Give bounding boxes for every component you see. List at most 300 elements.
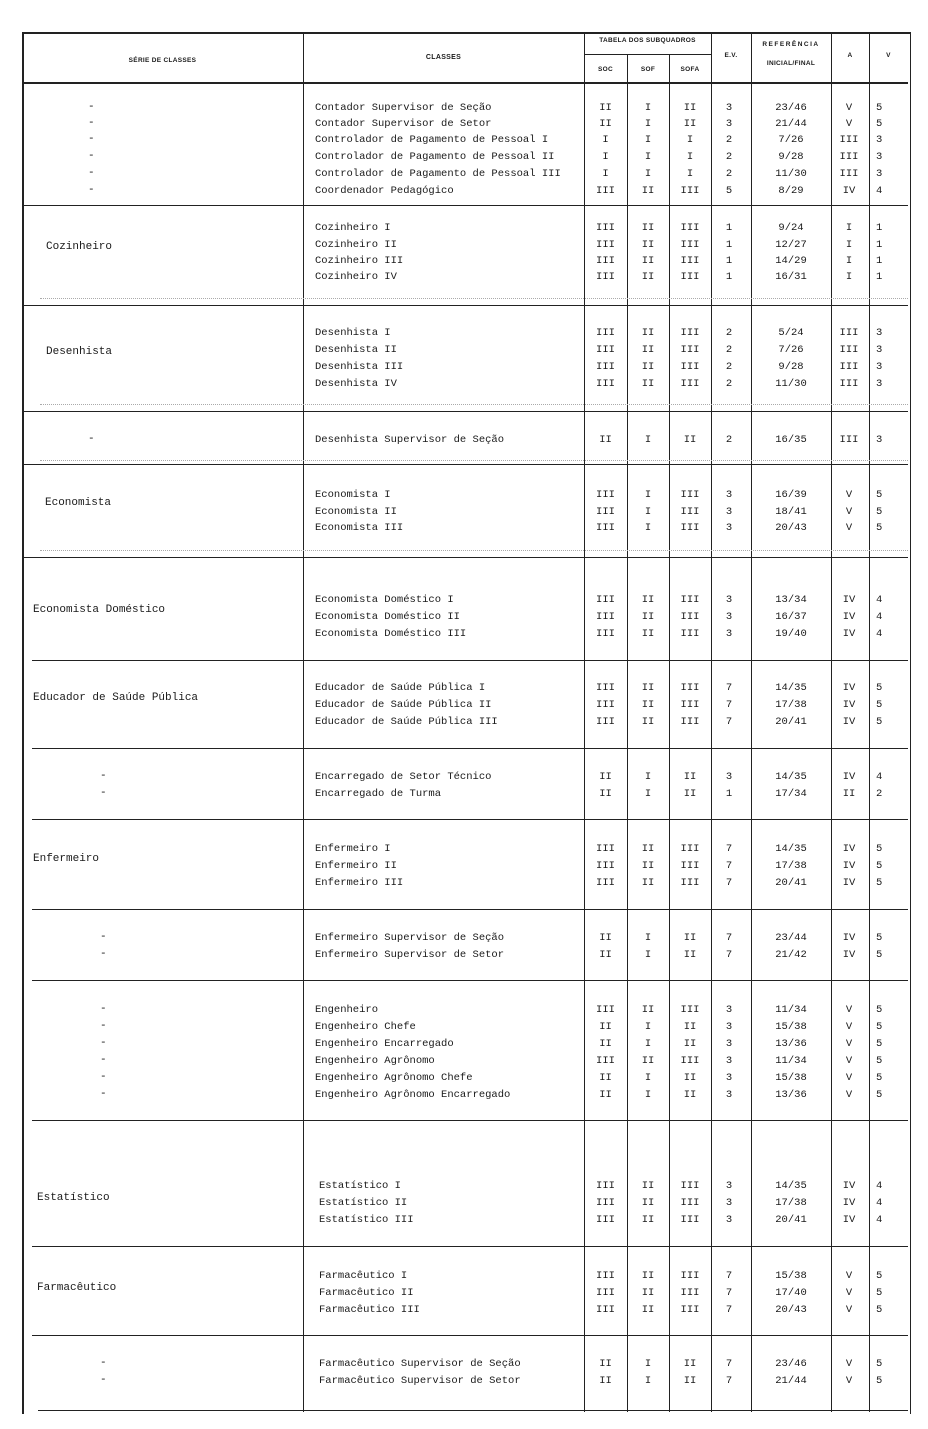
- group-divider: [32, 980, 908, 981]
- class-name: Engenheiro Agrônomo Chefe: [315, 1072, 473, 1084]
- serie-label: Estatístico: [37, 1192, 110, 1204]
- class-name: Enfermeiro I: [315, 843, 391, 855]
- cell-a: V: [845, 1038, 853, 1050]
- cell-a: IV: [842, 682, 856, 694]
- cell-ev: 3: [725, 1072, 733, 1084]
- cell-a: IV: [842, 949, 856, 961]
- cell-ev: 3: [725, 611, 733, 623]
- header-v: V: [886, 52, 891, 59]
- class-name: Desenhista III: [315, 361, 404, 373]
- cell-a: III: [839, 134, 859, 146]
- cell-ev: 7: [725, 949, 733, 961]
- class-name: Coordenador Pedagógico: [315, 185, 454, 197]
- cell-v: 5: [876, 1304, 883, 1316]
- cell-sof: I: [644, 434, 652, 446]
- row-dash: -: [88, 167, 95, 179]
- cell-sofa: III: [680, 1214, 700, 1226]
- cell-v: 4: [876, 771, 883, 783]
- class-name: Engenheiro Chefe: [315, 1021, 416, 1033]
- cell-ref: 23/44: [775, 932, 807, 944]
- cell-v: 4: [876, 1180, 883, 1192]
- cell-v: 3: [876, 434, 883, 446]
- cell-ref: 13/34: [775, 594, 807, 606]
- cell-sof: I: [644, 1021, 652, 1033]
- row-dash: -: [88, 133, 95, 145]
- cell-v: 3: [876, 327, 883, 339]
- cell-soc: II: [599, 1358, 612, 1370]
- class-name: Economista Doméstico III: [315, 628, 467, 640]
- header-bottom-rule: [22, 82, 908, 84]
- cell-sofa: I: [686, 134, 694, 146]
- cell-sofa: III: [680, 255, 700, 267]
- cell-soc: III: [596, 1287, 615, 1299]
- class-name: Cozinheiro IV: [315, 271, 397, 283]
- class-name: Estatístico II: [319, 1197, 408, 1209]
- cell-ref: 7/26: [778, 134, 804, 146]
- cell-ev: 1: [725, 239, 733, 251]
- header-subrule: [584, 54, 711, 55]
- cell-ev: 3: [725, 1038, 733, 1050]
- cell-soc: II: [599, 102, 612, 114]
- cell-sof: I: [644, 118, 652, 130]
- cell-sofa: III: [680, 1270, 700, 1282]
- cell-ev: 2: [725, 134, 733, 146]
- cell-a: IV: [842, 699, 856, 711]
- cell-v: 5: [876, 860, 883, 872]
- class-name: Enfermeiro Supervisor de Seção: [315, 932, 505, 944]
- group-divider: [32, 909, 908, 910]
- cell-a: III: [839, 151, 859, 163]
- cell-v: 5: [876, 102, 883, 114]
- cell-soc: III: [596, 522, 615, 534]
- cell-ref: 7/26: [778, 344, 804, 356]
- cell-soc: III: [596, 255, 615, 267]
- cell-a: IV: [842, 877, 856, 889]
- class-name: Encarregado de Turma: [315, 788, 442, 800]
- cell-v: 5: [876, 949, 883, 961]
- row-dash: -: [88, 433, 95, 445]
- row-dash: -: [100, 1088, 107, 1100]
- cell-sof: II: [641, 378, 655, 390]
- cell-ev: 7: [725, 1304, 733, 1316]
- cell-v: 5: [876, 699, 883, 711]
- cell-ref: 21/44: [775, 1375, 807, 1387]
- row-dash: -: [100, 1003, 107, 1015]
- cell-soc: II: [599, 118, 612, 130]
- cell-ev: 7: [725, 716, 733, 728]
- cell-v: 5: [876, 1055, 883, 1067]
- header-ref-top: REFERÊNCIA: [762, 41, 820, 48]
- cell-ref: 16/35: [775, 434, 807, 446]
- cell-soc: III: [596, 877, 615, 889]
- cell-ref: 14/35: [775, 771, 807, 783]
- cell-sofa: III: [680, 344, 700, 356]
- cell-sofa: II: [683, 949, 697, 961]
- cell-sofa: III: [680, 1180, 700, 1192]
- cell-v: 4: [876, 628, 883, 640]
- cell-a: IV: [842, 1180, 856, 1192]
- serie-label: Economista: [45, 497, 112, 509]
- cell-soc: II: [599, 1038, 612, 1050]
- cell-sof: II: [641, 1270, 655, 1282]
- class-name: Engenheiro Agrônomo: [315, 1055, 435, 1067]
- cell-ref: 17/38: [775, 1197, 807, 1209]
- cell-soc: II: [599, 788, 612, 800]
- cell-ev: 2: [725, 434, 733, 446]
- cell-ev: 3: [725, 1055, 733, 1067]
- row-dash: -: [100, 770, 107, 782]
- cell-v: 3: [876, 378, 883, 390]
- cell-v: 5: [876, 1004, 883, 1016]
- cell-a: II: [842, 788, 856, 800]
- cell-sofa: III: [680, 1004, 700, 1016]
- cell-ev: 1: [725, 255, 733, 267]
- cell-a: III: [839, 361, 859, 373]
- group-divider: [22, 411, 908, 412]
- cell-sof: II: [641, 271, 655, 283]
- cell-sofa: III: [680, 522, 700, 534]
- class-name: Educador de Saúde Pública III: [315, 716, 498, 728]
- header-soc: SOC: [598, 66, 613, 73]
- cell-sofa: III: [680, 1287, 700, 1299]
- cell-ref: 16/37: [775, 611, 807, 623]
- header-serie: SÉRIE DE CLASSES: [128, 57, 197, 64]
- cell-v: 3: [876, 361, 883, 373]
- cell-ev: 7: [725, 877, 733, 889]
- cell-v: 5: [876, 522, 883, 534]
- cell-v: 4: [876, 594, 883, 606]
- cell-sofa: II: [683, 434, 697, 446]
- cell-sof: I: [644, 489, 652, 501]
- cell-sofa: II: [683, 932, 697, 944]
- cell-v: 5: [876, 932, 883, 944]
- cell-ev: 2: [725, 151, 733, 163]
- cell-ref: 15/38: [775, 1072, 807, 1084]
- cell-a: V: [845, 1072, 853, 1084]
- row-dash: -: [100, 1054, 107, 1066]
- cell-ref: 21/44: [775, 118, 807, 130]
- class-name: Cozinheiro II: [315, 239, 397, 251]
- cell-ref: 13/36: [775, 1038, 807, 1050]
- cell-sofa: III: [680, 271, 700, 283]
- cell-sofa: III: [680, 699, 700, 711]
- class-name: Farmacêutico Supervisor de Seção: [319, 1358, 521, 1370]
- cell-sof: I: [644, 1089, 652, 1101]
- cell-ev: 3: [725, 1214, 733, 1226]
- cell-sofa: III: [680, 489, 700, 501]
- cell-ev: 3: [725, 506, 733, 518]
- cell-soc: I: [602, 151, 609, 163]
- cell-sofa: II: [683, 1038, 697, 1050]
- cell-ref: 17/38: [775, 860, 807, 872]
- group-divider: [32, 1246, 908, 1247]
- cell-soc: III: [596, 611, 615, 623]
- cell-ref: 8/29: [778, 185, 804, 197]
- col-rule-v: [869, 32, 870, 1412]
- cell-ev: 3: [725, 118, 733, 130]
- cell-ev: 7: [725, 1375, 733, 1387]
- cell-a: IV: [842, 843, 856, 855]
- cell-sof: II: [641, 255, 655, 267]
- cell-v: 5: [876, 1089, 883, 1101]
- class-name: Controlador de Pagamento de Pessoal III: [315, 168, 561, 180]
- cell-soc: III: [596, 1270, 615, 1282]
- class-name: Farmacêutico I: [319, 1270, 408, 1282]
- cell-ref: 20/41: [775, 1214, 807, 1226]
- cell-ev: 2: [725, 361, 733, 373]
- cell-ev: 7: [725, 843, 733, 855]
- cell-v: 5: [876, 877, 883, 889]
- class-name: Farmacêutico III: [319, 1304, 420, 1316]
- cell-sof: I: [644, 506, 652, 518]
- serie-label: Farmacêutico: [37, 1282, 117, 1294]
- cell-sofa: II: [683, 118, 697, 130]
- dotted-rule: [40, 460, 908, 461]
- cell-a: V: [845, 1055, 853, 1067]
- cell-ref: 20/43: [775, 1304, 807, 1316]
- cell-ev: 2: [725, 168, 733, 180]
- cell-ev: 3: [725, 1004, 733, 1016]
- group-divider: [22, 205, 908, 206]
- cell-ref: 16/39: [775, 489, 807, 501]
- cell-ref: 14/35: [775, 682, 807, 694]
- cell-a: III: [839, 434, 859, 446]
- cell-soc: III: [596, 489, 615, 501]
- cell-v: 3: [876, 344, 883, 356]
- class-name: Estatístico I: [319, 1180, 401, 1192]
- cell-ev: 3: [725, 594, 733, 606]
- cell-ref: 17/34: [775, 788, 807, 800]
- class-name: Economista Doméstico I: [315, 594, 454, 606]
- cell-ref: 19/40: [775, 628, 807, 640]
- cell-v: 5: [876, 489, 883, 501]
- group-divider: [22, 464, 908, 465]
- cell-v: 4: [876, 1214, 883, 1226]
- cell-sofa: III: [680, 628, 700, 640]
- header-ev: E.V.: [724, 52, 738, 59]
- cell-sofa: I: [686, 168, 694, 180]
- cell-a: IV: [842, 716, 856, 728]
- header-tabela: TABELA DOS SUBQUADROS: [599, 37, 696, 44]
- cell-sofa: III: [680, 327, 700, 339]
- cell-a: V: [845, 489, 853, 501]
- serie-label: Educador de Saúde Pública: [33, 692, 199, 704]
- cell-soc: III: [596, 843, 615, 855]
- group-divider: [22, 557, 908, 558]
- cell-soc: III: [596, 699, 615, 711]
- cell-v: 1: [876, 239, 883, 251]
- group-divider: [32, 660, 908, 661]
- cell-sof: I: [644, 1038, 652, 1050]
- cell-sofa: III: [680, 843, 700, 855]
- cell-ref: 15/38: [775, 1270, 807, 1282]
- cell-ev: 3: [725, 1180, 733, 1192]
- cell-sof: I: [644, 1072, 652, 1084]
- cell-sof: I: [644, 1358, 652, 1370]
- cell-v: 5: [876, 1287, 883, 1299]
- cell-sof: II: [641, 222, 655, 234]
- cell-sof: II: [641, 1304, 655, 1316]
- serie-label: Desenhista: [46, 346, 113, 358]
- cell-v: 1: [876, 271, 883, 283]
- row-dash: -: [100, 1037, 107, 1049]
- cell-ref: 9/28: [778, 151, 804, 163]
- cell-sofa: II: [683, 1375, 697, 1387]
- cell-ev: 7: [725, 1358, 733, 1370]
- cell-ev: 2: [725, 327, 733, 339]
- cell-a: IV: [842, 611, 856, 623]
- cell-soc: III: [596, 344, 615, 356]
- cell-a: III: [839, 168, 859, 180]
- class-name: Economista III: [315, 522, 404, 534]
- cell-ev: 3: [725, 489, 733, 501]
- cell-soc: II: [599, 932, 612, 944]
- row-dash: -: [88, 184, 95, 196]
- cell-ref: 12/27: [775, 239, 807, 251]
- cell-ref: 9/24: [778, 222, 804, 234]
- cell-a: V: [845, 506, 853, 518]
- cell-ev: 5: [725, 185, 733, 197]
- cell-soc: III: [596, 1214, 615, 1226]
- header-sof: SOF: [640, 66, 656, 73]
- cell-sof: II: [641, 1055, 655, 1067]
- serie-label: Enfermeiro: [33, 853, 100, 865]
- table-bottom-rule: [38, 1410, 908, 1411]
- col-rule-classes: [303, 32, 304, 1412]
- header-classes: CLASSES: [425, 54, 462, 61]
- group-divider: [22, 305, 908, 306]
- cell-ref: 13/36: [775, 1089, 807, 1101]
- cell-ref: 23/46: [775, 1358, 807, 1370]
- cell-a: IV: [842, 628, 856, 640]
- cell-soc: III: [596, 1004, 615, 1016]
- cell-ref: 17/40: [775, 1287, 807, 1299]
- class-name: Enfermeiro III: [315, 877, 404, 889]
- cell-ev: 7: [725, 1270, 733, 1282]
- cell-v: 5: [876, 1270, 883, 1282]
- cell-ev: 7: [725, 1287, 733, 1299]
- cell-sofa: III: [680, 361, 700, 373]
- cell-sof: II: [641, 327, 655, 339]
- cell-sof: II: [641, 1287, 655, 1299]
- cell-v: 5: [876, 843, 883, 855]
- cell-sofa: II: [683, 771, 697, 783]
- cell-soc: III: [596, 594, 615, 606]
- cell-ref: 20/41: [775, 877, 807, 889]
- class-name: Educador de Saúde Pública II: [315, 699, 492, 711]
- cell-v: 3: [876, 151, 883, 163]
- class-name: Desenhista I: [315, 327, 391, 339]
- cell-ref: 20/43: [775, 522, 807, 534]
- cell-sofa: III: [680, 506, 700, 518]
- cell-soc: III: [596, 271, 615, 283]
- cell-ref: 15/38: [775, 1021, 807, 1033]
- cell-soc: II: [599, 949, 612, 961]
- cell-sof: I: [644, 788, 652, 800]
- cell-v: 5: [876, 682, 883, 694]
- cell-sof: II: [641, 877, 655, 889]
- cell-ev: 2: [725, 344, 733, 356]
- cell-soc: III: [596, 327, 615, 339]
- cell-ev: 3: [725, 628, 733, 640]
- class-name: Controlador de Pagamento de Pessoal I: [315, 134, 549, 146]
- cell-soc: III: [596, 185, 615, 197]
- cell-soc: II: [599, 1021, 612, 1033]
- cell-soc: III: [596, 1304, 615, 1316]
- cell-ref: 23/46: [775, 102, 807, 114]
- cell-ev: 1: [725, 788, 733, 800]
- cell-sofa: II: [683, 788, 697, 800]
- row-dash: -: [100, 931, 107, 943]
- cell-ref: 14/29: [775, 255, 807, 267]
- cell-ref: 11/34: [775, 1004, 807, 1016]
- cell-ref: 16/31: [775, 271, 807, 283]
- cell-soc: III: [596, 506, 615, 518]
- cell-a: IV: [842, 594, 856, 606]
- cell-sof: II: [641, 1197, 655, 1209]
- cell-ev: 7: [725, 860, 733, 872]
- cell-a: V: [845, 1304, 853, 1316]
- cell-sofa: III: [680, 185, 700, 197]
- header-sofa: SOFA: [680, 66, 700, 73]
- cell-soc: III: [596, 378, 615, 390]
- cell-ref: 14/35: [775, 843, 807, 855]
- cell-a: IV: [842, 860, 856, 872]
- row-dash: -: [100, 1020, 107, 1032]
- class-name: Encarregado de Setor Técnico: [315, 771, 492, 783]
- cell-ev: 2: [725, 378, 733, 390]
- cell-sofa: III: [680, 378, 700, 390]
- cell-a: III: [839, 344, 859, 356]
- cell-ev: 7: [725, 932, 733, 944]
- cell-a: IV: [842, 185, 856, 197]
- cell-soc: III: [596, 716, 615, 728]
- cell-a: IV: [842, 771, 856, 783]
- cell-v: 5: [876, 118, 883, 130]
- cell-ref: 5/24: [778, 327, 804, 339]
- cell-ev: 3: [725, 1021, 733, 1033]
- cell-v: 2: [876, 788, 883, 800]
- class-name: Desenhista II: [315, 344, 397, 356]
- cell-soc: III: [596, 628, 615, 640]
- cell-v: 5: [876, 506, 883, 518]
- cell-sof: I: [644, 134, 652, 146]
- cell-sof: II: [641, 611, 655, 623]
- class-name: Estatístico III: [319, 1214, 414, 1226]
- cell-ref: 20/41: [775, 716, 807, 728]
- cell-v: 5: [876, 1038, 883, 1050]
- cell-sofa: III: [680, 716, 700, 728]
- cell-sofa: I: [686, 151, 694, 163]
- cell-soc: III: [596, 1055, 615, 1067]
- cell-sof: II: [641, 239, 655, 251]
- cell-sofa: III: [680, 1055, 700, 1067]
- row-dash: -: [88, 150, 95, 162]
- cell-a: V: [845, 1375, 853, 1387]
- cell-soc: II: [599, 434, 612, 446]
- cell-sof: II: [641, 361, 655, 373]
- cell-a: IV: [842, 932, 856, 944]
- cell-sof: II: [641, 185, 655, 197]
- cell-a: IV: [842, 1214, 856, 1226]
- cell-sofa: III: [680, 222, 700, 234]
- cell-ref: 14/35: [775, 1180, 807, 1192]
- row-dash: -: [100, 787, 107, 799]
- cell-v: 5: [876, 1021, 883, 1033]
- cell-soc: III: [596, 682, 615, 694]
- cell-ref: 18/41: [775, 506, 807, 518]
- cell-sof: I: [644, 932, 652, 944]
